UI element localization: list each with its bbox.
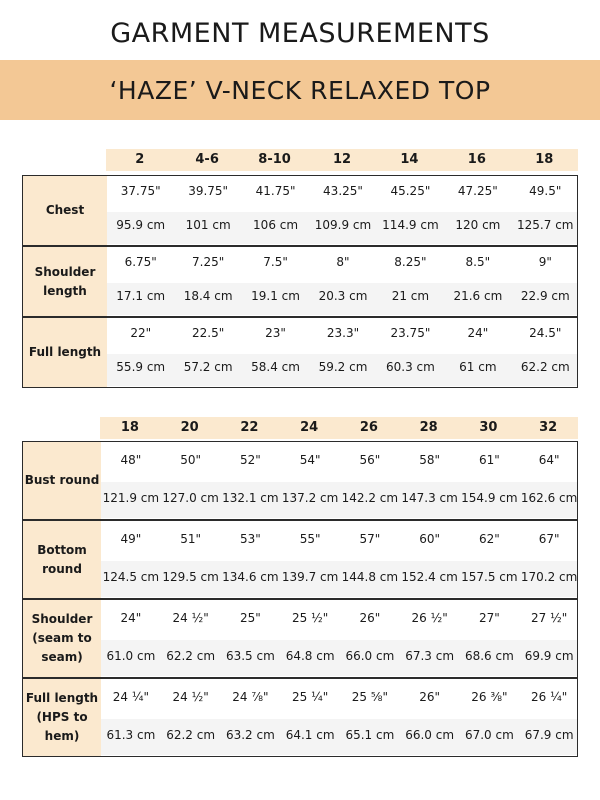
measurement-group — [22, 246, 578, 317]
cm-value: 106 cm — [253, 218, 299, 232]
inch-value: 45.25" — [390, 184, 431, 198]
inch-value: 24" — [120, 611, 142, 625]
size-header-cell: 8-10 — [258, 152, 291, 167]
cm-value: 55.9 cm — [116, 360, 166, 374]
measurement-group — [22, 599, 578, 678]
inch-value: 61" — [478, 453, 500, 467]
inch-value: 55" — [299, 532, 321, 546]
cm-value: 129.5 cm — [162, 570, 219, 584]
cm-value: 22.9 cm — [520, 289, 570, 303]
size-header-cell: 24 — [300, 420, 319, 435]
measurement-group — [22, 317, 578, 388]
size-header-cell: 18 — [535, 152, 554, 167]
measurement-label: Bust round — [23, 442, 101, 519]
size-header-cell: 28 — [419, 420, 438, 435]
inch-value: 24.5" — [529, 326, 562, 340]
cm-value: 21.6 cm — [453, 289, 503, 303]
inch-value: 8.5" — [465, 255, 491, 269]
cm-value: 62.2 cm — [520, 360, 570, 374]
cm-value: 19.1 cm — [251, 289, 300, 303]
cm-value: 67.0 cm — [464, 728, 514, 742]
measurement-group — [22, 175, 578, 246]
cm-value: 147.3 cm — [401, 491, 458, 505]
inch-value: 24 ½" — [172, 690, 209, 704]
cm-value: 64.8 cm — [285, 649, 335, 663]
cm-value: 125.7 cm — [517, 218, 574, 232]
cm-value: 64.1 cm — [285, 728, 335, 742]
cm-value: 101 cm — [185, 218, 231, 232]
cm-value: 18.4 cm — [183, 289, 233, 303]
cm-value: 170.2 cm — [520, 570, 578, 584]
inch-value: 7.5" — [263, 255, 288, 269]
inch-value: 58" — [419, 453, 441, 467]
cm-value: 154.9 cm — [461, 491, 518, 505]
cm-value: 62.2 cm — [166, 728, 216, 742]
cm-value: 65.1 cm — [345, 728, 395, 742]
inch-value: 49" — [120, 532, 142, 546]
measurement-label: Shoulder length — [23, 247, 107, 316]
cm-value: 152.4 cm — [401, 570, 458, 584]
measurement-label: Bottom round — [23, 521, 101, 598]
cm-value: 59.2 cm — [318, 360, 368, 374]
cm-value: 134.6 cm — [222, 570, 279, 584]
size-header-cell: 4-6 — [195, 152, 219, 167]
inch-value: 8" — [336, 255, 350, 269]
cm-value: 162.6 cm — [520, 491, 578, 505]
inch-value: 54" — [299, 453, 321, 467]
inch-value: 48" — [120, 453, 142, 467]
inch-value: 41.75" — [255, 184, 296, 198]
measurement-label: Full length — [23, 318, 107, 387]
inch-value: 23.3" — [326, 326, 360, 340]
inch-value: 51" — [180, 532, 202, 546]
inch-value: 39.75" — [188, 184, 229, 198]
measurement-label: Full length (HPS to hem) — [23, 679, 101, 756]
inch-value: 37.75" — [120, 184, 161, 198]
inch-value: 8.25" — [394, 255, 427, 269]
inch-value: 23" — [265, 326, 286, 340]
inch-value: 49.5" — [529, 184, 562, 198]
measurement-group — [22, 520, 578, 599]
cm-value: 157.5 cm — [461, 570, 518, 584]
cm-value: 95.9 cm — [116, 218, 166, 232]
inch-value: 24 ½" — [172, 611, 209, 625]
inch-value: 62" — [478, 532, 500, 546]
measurement-group — [22, 441, 578, 520]
cm-value: 66.0 cm — [405, 728, 455, 742]
cm-value: 21 cm — [391, 289, 430, 303]
cm-value: 61.0 cm — [106, 649, 156, 663]
cm-value: 69.9 cm — [524, 649, 574, 663]
measurement-group — [22, 678, 578, 757]
inch-value: 25" — [239, 611, 261, 625]
size-header-cell: 32 — [539, 420, 558, 435]
inch-value: 24 ¼" — [112, 690, 149, 704]
page-title: GARMENT MEASUREMENTS — [110, 18, 490, 49]
cm-value: 109.9 cm — [314, 218, 372, 232]
inch-value: 53" — [239, 532, 261, 546]
inch-value: 26 ¼" — [531, 690, 568, 704]
cm-value: 142.2 cm — [341, 491, 399, 505]
inch-value: 25 ½" — [292, 611, 329, 625]
size-header-cell: 30 — [479, 420, 498, 435]
cm-value: 132.1 cm — [222, 491, 279, 505]
inch-value: 52" — [239, 453, 261, 467]
cm-value: 124.5 cm — [102, 570, 160, 584]
inch-value: 57" — [359, 532, 381, 546]
cm-value: 17.1 cm — [116, 289, 166, 303]
inch-value: 60" — [419, 532, 441, 546]
cm-value: 62.2 cm — [166, 649, 216, 663]
inch-value: 27" — [478, 611, 500, 625]
cm-value: 68.6 cm — [464, 649, 514, 663]
inch-value: 24" — [467, 326, 489, 340]
cm-value: 144.8 cm — [341, 570, 399, 584]
cm-value: 66.0 cm — [345, 649, 395, 663]
size-header-cell: 16 — [467, 152, 486, 167]
inch-value: 26" — [359, 611, 381, 625]
inch-value: 43.25" — [323, 184, 363, 198]
cm-value: 60.3 cm — [386, 360, 435, 374]
cm-value: 61.3 cm — [106, 728, 156, 742]
measurement-label: Chest — [23, 176, 107, 245]
inch-value: 64" — [538, 453, 560, 467]
cm-value: 63.2 cm — [225, 728, 275, 742]
inch-value: 9" — [538, 255, 552, 269]
inch-value: 47.25" — [457, 184, 498, 198]
inch-value: 50" — [180, 453, 202, 467]
product-banner — [0, 60, 600, 120]
cm-value: 137.2 cm — [281, 491, 339, 505]
measurement-label: Shoulder (seam to seam) — [23, 600, 101, 677]
cm-value: 57.2 cm — [183, 360, 233, 374]
inch-value: 26 ½" — [411, 611, 448, 625]
size-header-row — [100, 417, 578, 439]
cm-value: 114.9 cm — [382, 218, 439, 232]
cm-value: 121.9 cm — [102, 491, 160, 505]
cm-value: 139.7 cm — [281, 570, 339, 584]
inch-value: 6.75" — [124, 255, 157, 269]
inch-value: 25 ¼" — [292, 690, 329, 704]
inch-value: 23.75" — [390, 326, 431, 340]
inch-value: 24 ⅞" — [232, 690, 269, 704]
size-header-cell: 14 — [400, 152, 419, 167]
cm-value: 67.9 cm — [524, 728, 574, 742]
inch-value: 26 ⅜" — [471, 690, 508, 704]
inch-value: 22.5" — [192, 326, 225, 340]
size-header-cell: 12 — [332, 152, 352, 167]
inch-value: 56" — [359, 453, 381, 467]
inch-value: 22" — [130, 326, 152, 340]
cm-value: 67.3 cm — [405, 649, 455, 663]
size-header-row — [106, 149, 578, 171]
cm-value: 120 cm — [455, 218, 501, 232]
size-header-cell: 2 — [135, 152, 145, 167]
inch-value: 26" — [419, 690, 441, 704]
cm-value: 20.3 cm — [318, 289, 368, 303]
size-header-cell: 20 — [180, 420, 199, 435]
inch-value: 67" — [538, 532, 560, 546]
size-header-cell: 26 — [359, 420, 378, 435]
size-header-cell: 22 — [240, 420, 259, 435]
inch-value: 27 ½" — [531, 611, 568, 625]
cm-value: 58.4 cm — [251, 360, 300, 374]
cm-value: 127.0 cm — [162, 491, 219, 505]
product-name: ‘HAZE’ V-NECK RELAXED TOP — [109, 75, 491, 105]
cm-value: 63.5 cm — [225, 649, 275, 663]
cm-value: 61 cm — [459, 360, 497, 374]
inch-value: 25 ⅝" — [351, 690, 388, 704]
size-header-cell: 18 — [120, 420, 139, 435]
inch-value: 7.25" — [192, 255, 225, 269]
